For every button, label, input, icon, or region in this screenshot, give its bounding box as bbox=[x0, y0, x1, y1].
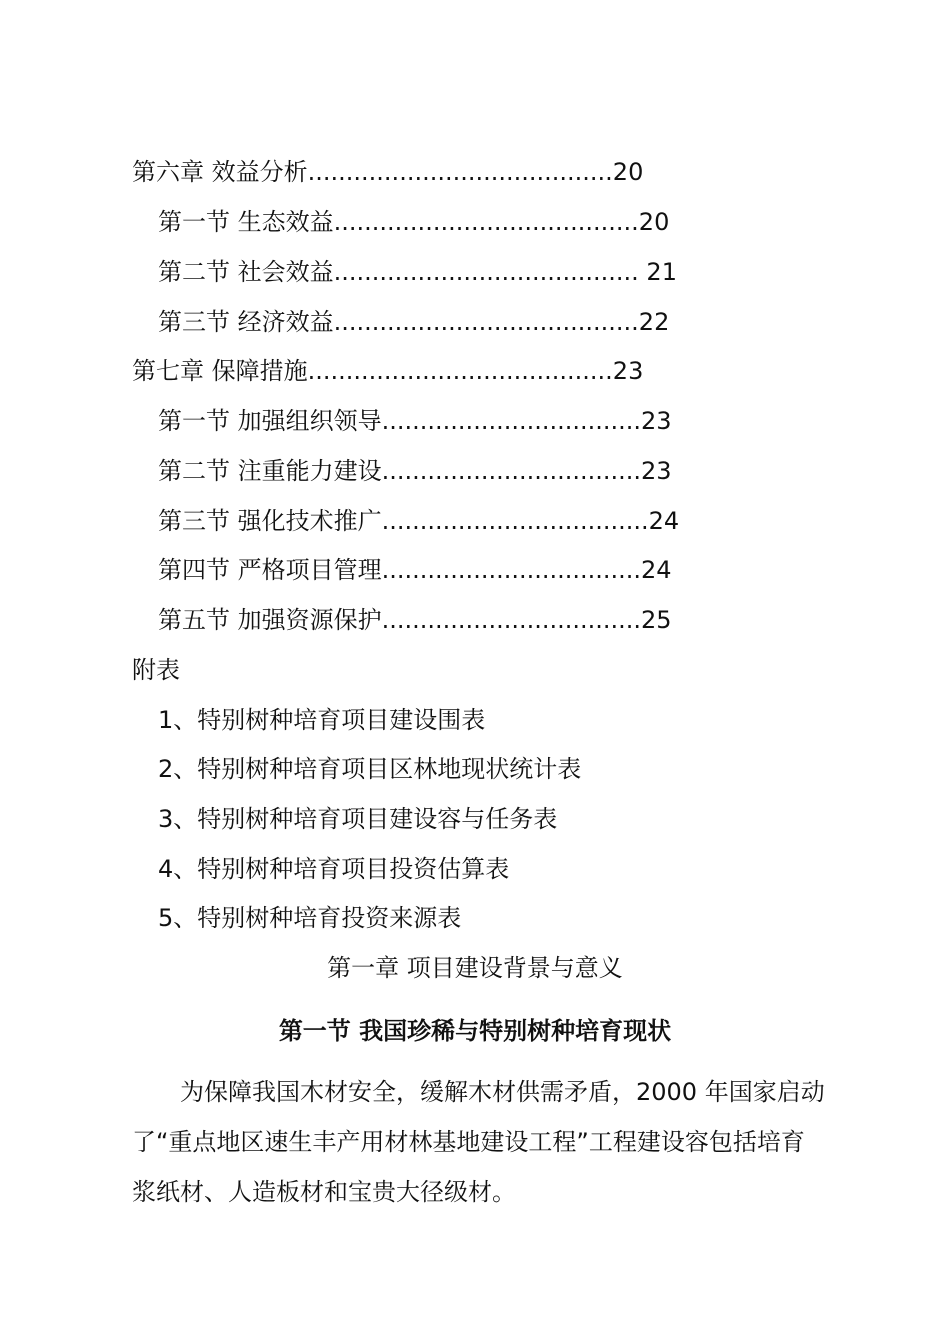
toc-page-number: 24 bbox=[641, 556, 672, 584]
toc-page-number: 25 bbox=[641, 606, 672, 634]
section-heading: 第一节 我国珍稀与特别树种培育现状 bbox=[278, 1017, 672, 1045]
toc-leader-dots: ........................................ bbox=[333, 208, 639, 236]
paragraph-line: 浆纸材、人造板材和宝贵大径级材。 bbox=[132, 1178, 516, 1206]
toc-entry[interactable] bbox=[158, 555, 672, 585]
toc-entry[interactable] bbox=[158, 307, 669, 337]
appendix-item[interactable]: 2、特别树种培育项目区林地现状统计表 bbox=[158, 755, 582, 783]
toc-leader-dots: .................................. bbox=[381, 556, 642, 584]
toc-entry-label: 第四节 严格项目管理 bbox=[158, 556, 382, 584]
toc-page-number: 20 bbox=[638, 208, 670, 236]
toc-leader-dots: .................................. bbox=[381, 407, 642, 435]
toc-leader-dots: .................................. bbox=[381, 457, 642, 485]
toc-page-number: 22 bbox=[638, 308, 670, 336]
appendix-item[interactable]: 5、特别树种培育投资来源表 bbox=[158, 904, 462, 932]
toc-leader-dots: ........................................ bbox=[333, 308, 639, 336]
toc-entry-label: 第三节 强化技术推广 bbox=[158, 507, 382, 535]
toc-leader-dots: ........................................ bbox=[307, 158, 613, 186]
toc-entry-label: 第一节 加强组织领导 bbox=[158, 407, 382, 435]
appendix-item[interactable]: 1、特别树种培育项目建设围表 bbox=[158, 706, 486, 734]
toc-page-number: 23 bbox=[641, 407, 672, 435]
toc-page-number: 21 bbox=[638, 258, 677, 286]
toc-entry[interactable] bbox=[158, 257, 677, 287]
toc-entry-label: 第三节 经济效益 bbox=[158, 308, 334, 336]
toc-page-number: 24 bbox=[648, 507, 680, 535]
toc-entry[interactable] bbox=[132, 157, 643, 187]
toc-leader-dots: .................................. bbox=[381, 606, 642, 634]
toc-page-number: 23 bbox=[612, 357, 644, 385]
toc-entry[interactable] bbox=[158, 605, 672, 635]
toc-entry-label: 第六章 效益分析 bbox=[132, 158, 308, 186]
appendix-item[interactable]: 4、特别树种培育项目投资估算表 bbox=[158, 855, 510, 883]
toc-entry[interactable] bbox=[158, 456, 672, 486]
toc-entry-label: 第七章 保障措施 bbox=[132, 357, 308, 385]
paragraph-line: 为保障我国木材安全，缓解木材供需矛盾，2000 年国家启动 bbox=[180, 1078, 825, 1106]
toc-entry-label: 第一节 生态效益 bbox=[158, 208, 334, 236]
toc-entry[interactable] bbox=[132, 356, 643, 386]
toc-page-number: 23 bbox=[641, 457, 672, 485]
appendix-title: 附表 bbox=[132, 656, 180, 684]
toc-entry-label: 第五节 加强资源保护 bbox=[158, 606, 382, 634]
toc-leader-dots: ................................... bbox=[381, 507, 649, 535]
toc-entry-label: 第二节 社会效益 bbox=[158, 258, 334, 286]
chapter-heading: 第一章 项目建设背景与意义 bbox=[327, 954, 623, 982]
appendix-item[interactable]: 3、特别树种培育项目建设容与任务表 bbox=[158, 805, 558, 833]
paragraph-line: 了“重点地区速生丰产用材林基地建设工程”工程建设容包括培育 bbox=[132, 1128, 805, 1156]
toc-entry[interactable] bbox=[158, 406, 672, 436]
toc-leader-dots: ........................................ bbox=[307, 357, 613, 385]
toc-entry[interactable] bbox=[158, 207, 669, 237]
toc-entry-label: 第二节 注重能力建设 bbox=[158, 457, 382, 485]
toc-leader-dots: ........................................ bbox=[333, 258, 639, 286]
toc-entry[interactable] bbox=[158, 506, 679, 536]
toc-page-number: 20 bbox=[612, 158, 644, 186]
